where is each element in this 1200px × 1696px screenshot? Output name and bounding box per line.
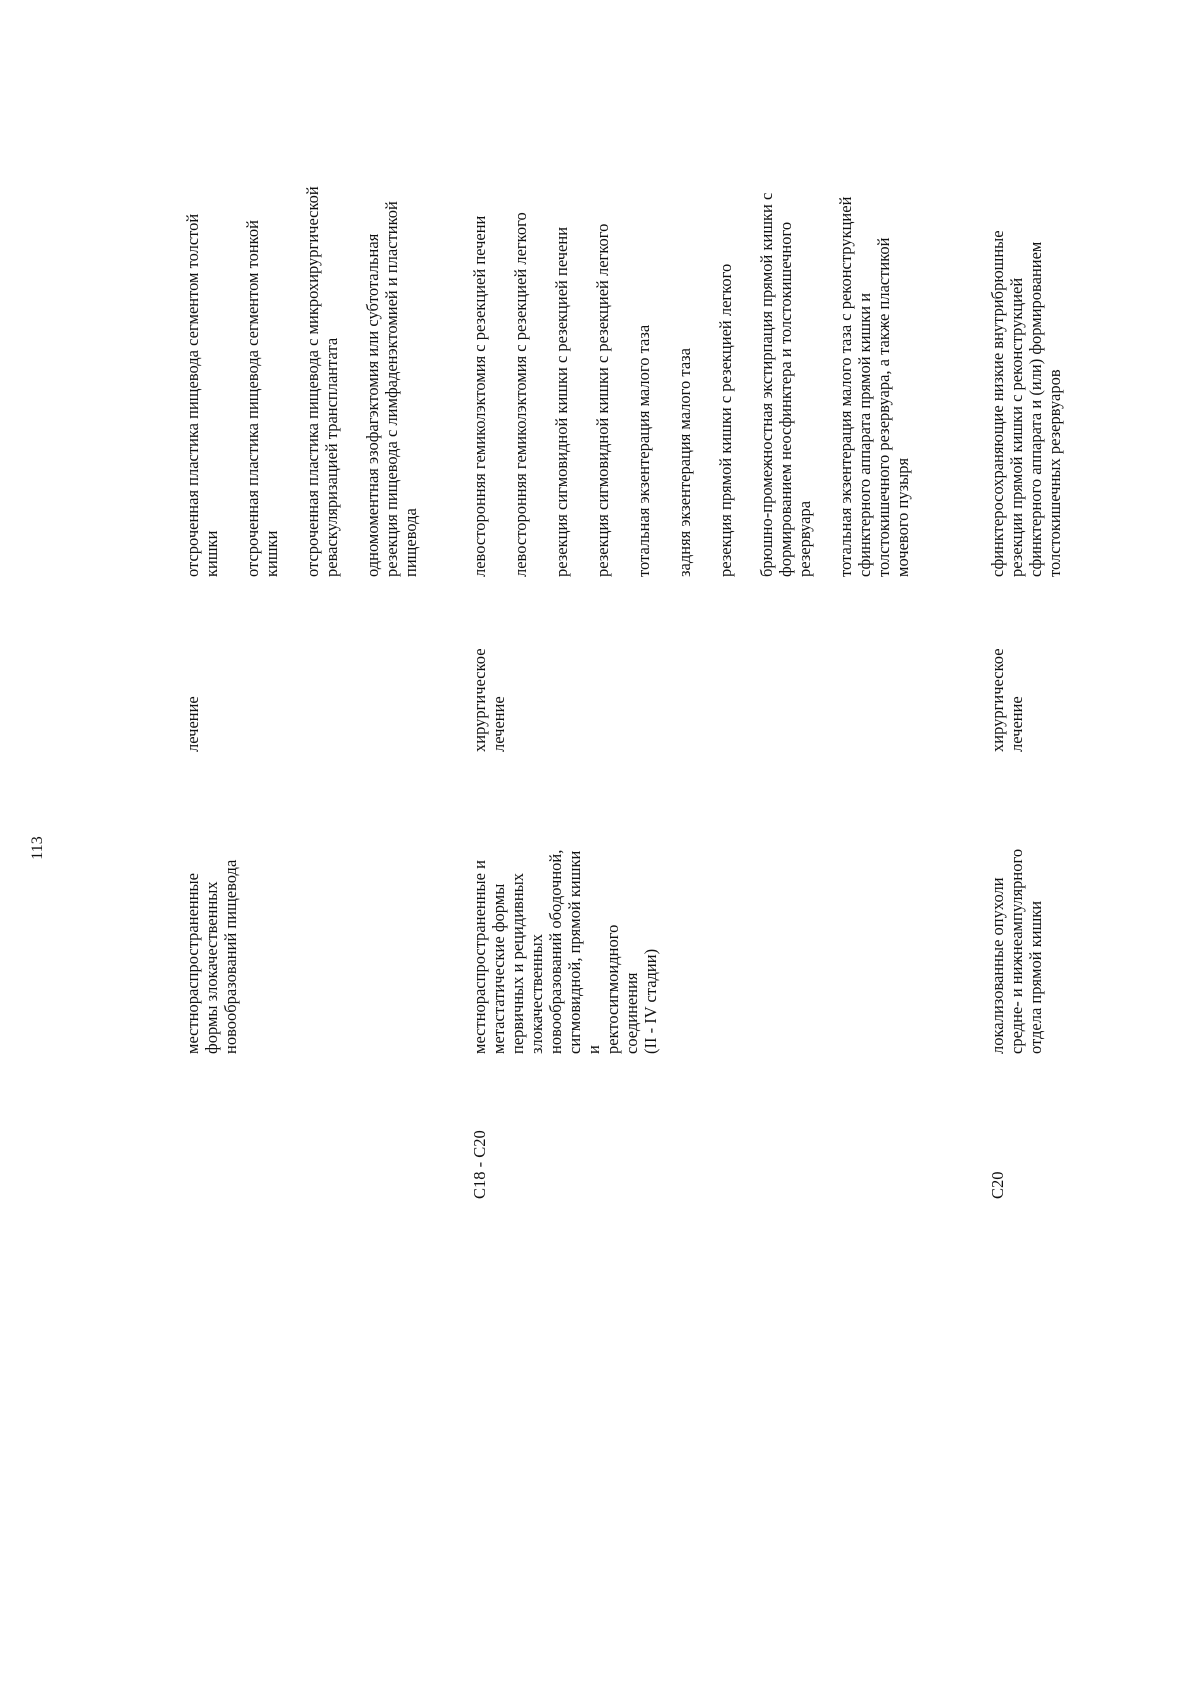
row-1-diagnosis: местнораспространенные формы злокачественных новообразований пищевода [183, 859, 240, 1054]
row-2-methods [470, 17, 934, 577]
row-1-treatment-type: лечение [183, 696, 202, 752]
method-item: резекция сигмовидной кишки с резекцией легкого [593, 223, 612, 577]
row-3-diagnosis: локализованные опухоли средне- и нижнеампулярного отдела прямой кишки [988, 848, 1045, 1054]
page-number: 113 [29, 836, 46, 860]
method-item: резекция прямой кишки с резекцией легкого [716, 263, 735, 577]
method-item: отсроченная пластика пищевода сегментом толстой кишки [183, 213, 221, 577]
method-item: тотальная экзентерация малого таза с реконструкцией сфинктерного аппарата прямой кишки и толстокишечного резервуара, а также пластикой мочевого пузыря [836, 196, 912, 577]
method-item: отсроченная пластика пищевода с микрохирургической реваскуляризацией трансплантата [303, 186, 341, 577]
method-item: сфинктеросохраняющие низкие внутрибрюшные резекции прямой кишки с реконструкцией сфинктерного аппарата и (или) формированием толстокишечных резервуаров [988, 230, 1064, 577]
method-item: брюшно-промежностная экстирпация прямой кишки с формированием неосфинктера и толстокишечного резервуара [757, 192, 814, 577]
row-3-methods [988, 17, 1086, 577]
row-3-treatment-type: хирургическое лечение [988, 648, 1026, 752]
method-item: отсроченная пластика пищевода сегментом тонкой кишки [243, 220, 281, 577]
method-item: левосторонняя гемиколэктомия с резекцией печени [470, 215, 489, 577]
row-2-diagnosis: местнораспространенные и метастатические формы первичных и рецидивных злокачественных новообразований ободочной, сигмовидной, прямой кишки и ректосигмоидного соединения (II - IV стадии) [470, 849, 660, 1054]
method-item: левосторонняя гемиколэктомия с резекцией легкого [511, 212, 530, 577]
row-2-code: C18 - C20 [470, 1130, 489, 1199]
row-2-treatment-type: хирургическое лечение [470, 648, 508, 752]
method-item: тотальная экзентерация малого таза [634, 324, 653, 577]
method-item: задняя экзентерация малого таза [675, 348, 694, 577]
row-3-code: C20 [988, 1171, 1007, 1199]
method-item: одномоментная эзофагэктомия или субтотальная резекция пищевода с лимфаденэктомией и пластикой пищевода [363, 201, 420, 577]
method-item: резекция сигмовидной кишки с резекцией печени [552, 226, 571, 577]
row-1-methods [183, 17, 442, 577]
